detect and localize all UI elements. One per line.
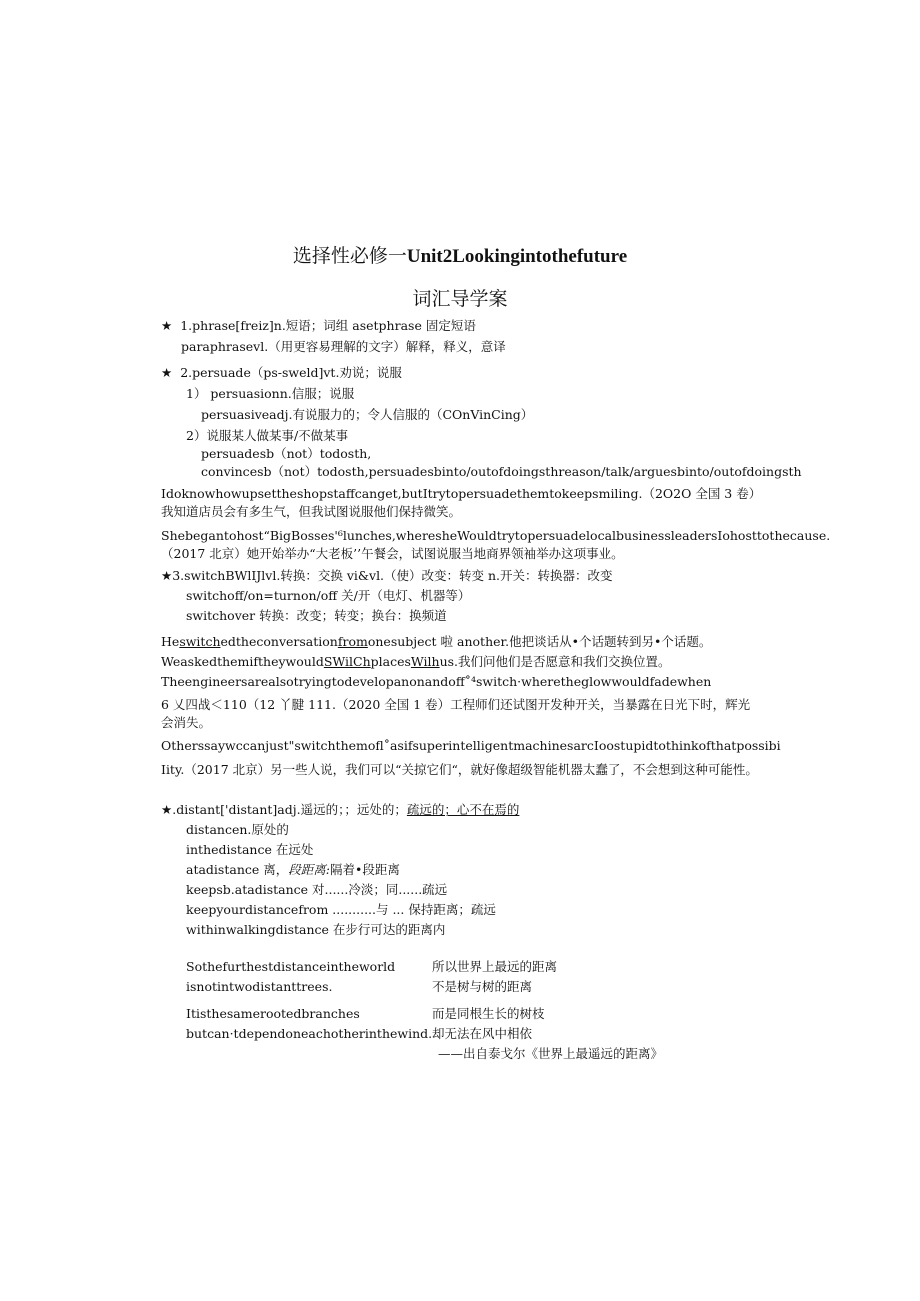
poem-line-cn-2: 不是树与树的距离 bbox=[432, 979, 533, 994]
word-2-heading: ★ 2.persuade（ps-sweld]vt.劝说；说服 bbox=[161, 365, 402, 380]
word-3-heading: ★3.switchBWlIJlvl.转换：交换 vi&vl.（使）改变：转变 n.开关：转换器：改变 bbox=[161, 568, 613, 583]
poem-line-cn-1: 所以世界上最远的距离 bbox=[432, 959, 558, 974]
poem-line-en-2: isnotintwodistanttrees. bbox=[186, 979, 333, 994]
title-english: Unit2Lookingintothefuture bbox=[406, 246, 628, 267]
page-subtitle: 词汇导学案 bbox=[412, 288, 508, 310]
word-4-item-6: withinwalkingdistance 在步行可达的距离内 bbox=[186, 922, 446, 937]
star-icon: ★ bbox=[161, 318, 173, 333]
star-icon: ★ bbox=[161, 568, 173, 583]
title-chinese: 选择性必修一 bbox=[292, 245, 407, 267]
poem-line-cn-3: 而是同根生长的树枝 bbox=[432, 1006, 545, 1021]
word-2-item-1: 1） persuasionn.信服；说服 bbox=[186, 386, 355, 401]
example-sentence-7: Otherssaywccanjust"switchthemofl˚asifsuperintelligentmachinesarcIoostupidtothinkofthatpossibi bbox=[161, 738, 781, 753]
word-2-item-5: convincesb（not）todosth,persuadesbinto/outofdoingsthreason/talk/arguesbinto/outofdoingsth bbox=[201, 464, 802, 479]
example-sentence-8: Iity.（2017 北京）另一些人说，我们可以“关掠它们“，就好像超级智能机器太蠢了，不会想到这种可能性。 bbox=[161, 762, 758, 777]
word-1-heading: ★ 1.phrase[freiz]n.短语；词组 asetphrase 固定短语 bbox=[161, 318, 476, 333]
poem-line-cn-4: 却无法在风中相依 bbox=[432, 1026, 533, 1041]
example-sentence-4: WeaskedthemiftheywouldSWilChplacesWilhus.我们问他们是否愿意和我们交换位置。 bbox=[161, 654, 671, 669]
example-sentence-3: Heswitchedtheconversationfromonesubject 啦 another.他把谈话从•个话题转到另•个话题。 bbox=[161, 634, 712, 649]
word-3-item-2: switchover 转换：改变；转变；换台：换频道 bbox=[186, 608, 447, 623]
word-2-item-4: persuadesb（not）todosth, bbox=[201, 446, 372, 461]
word-3-item-1: switchoff/on=turnon/off 关/开（电灯、机器等） bbox=[186, 588, 471, 603]
word-2-item-2: persuasiveadj.有说服力的；令人信服的（COnVinCing） bbox=[201, 407, 534, 422]
example-sentence-5: Theengineersarealsotryingtodevelopanonandoff˚⁴switch·wheretheglowwouldfadewhen bbox=[161, 674, 712, 689]
word-4-item-1: distancen.原处的 bbox=[186, 822, 289, 837]
page-title bbox=[0, 244, 920, 269]
example-sentence-1: Idoknowhowupsettheshopstaffcanget,butItrytopersuadethemtokeepsmiling.（2O2O 全国 3 卷）我知道店员会有多生气，但我试图说服他们保持微笑。 bbox=[161, 486, 755, 519]
poem-line-en-4: butcan·tdependoneachotherinthewind. bbox=[186, 1026, 433, 1041]
word-1-derivative: paraphrasevl.（用更容易理解的文字）解释，释义，意译 bbox=[181, 339, 506, 354]
word-4-item-2: inthedistance 在远处 bbox=[186, 842, 314, 857]
poem-line-en-1: Sothefurthestdistanceintheworld bbox=[186, 959, 396, 974]
word-4-item-4: keepsb.atadistance 对......冷淡；同......疏远 bbox=[186, 882, 448, 897]
example-sentence-6: 6 乂四战＜110（12 丫腱 111.（2020 全国 1 卷）工程师们还试图开发种开关，当暴露在日光下时，辉光会消失。 bbox=[161, 697, 751, 730]
star-icon: ★ bbox=[161, 365, 173, 380]
word-4-item-5: keepyourdistancefrom ...........与 ... 保持距离；疏远 bbox=[186, 902, 496, 917]
poem-source: ——出自泰戈尔《世界上最遥远的距离》 bbox=[438, 1046, 664, 1061]
star-icon: ★ bbox=[161, 802, 173, 817]
word-4-item-3: atadistance 离，段距离:隔着•段距离 bbox=[186, 862, 400, 877]
word-4-heading: ★.distant['distant]adj.遥远的；；远处的；疏远的；心不在焉的 bbox=[161, 802, 520, 817]
word-2-item-3: 2）说服某人做某事/不做某事 bbox=[186, 428, 349, 443]
poem-line-en-3: Itisthesamerootedbranches bbox=[186, 1006, 360, 1021]
example-sentence-2: Shebegantohost“BigBosses'⁶lunches,wheresheWouldtrytopersuadelocalbusinessleadersIohosttothecause.（2017 北京）她开始举办“大老板’’午餐会，试图说服当地商界领袖举办这项事业。 bbox=[161, 528, 831, 561]
